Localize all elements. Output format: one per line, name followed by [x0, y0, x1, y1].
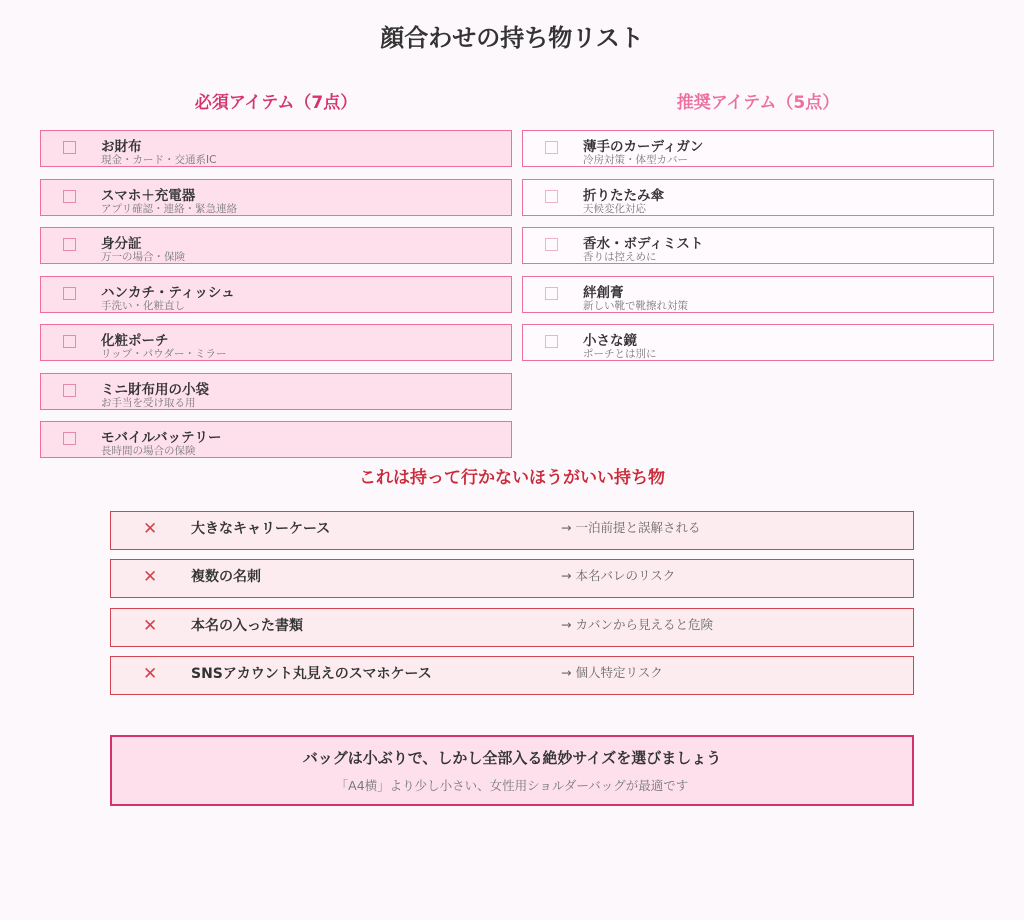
item-name: 化粧ポーチ — [101, 333, 169, 349]
recommended-item[interactable] — [522, 227, 994, 264]
required-item[interactable] — [40, 324, 512, 361]
checkbox-icon[interactable] — [63, 287, 76, 300]
tip-box — [110, 735, 914, 806]
item-name: ハンカチ・ティッシュ — [101, 285, 235, 301]
item-name: モバイルバッテリー — [101, 430, 222, 446]
checkbox-icon[interactable] — [545, 335, 558, 348]
item-name: 小さな鏡 — [583, 333, 637, 349]
cross-icon: ✕ — [143, 519, 158, 539]
item-name: スマホ＋充電器 — [101, 188, 196, 204]
cross-icon: ✕ — [143, 616, 158, 636]
checkbox-icon[interactable] — [63, 141, 76, 154]
avoid-item-reason: → 本名バレのリスク — [561, 568, 676, 583]
avoid-item-name: 大きなキャリーケース — [191, 521, 331, 537]
item-note: 手洗い・化粧直し — [101, 300, 185, 312]
checkbox-icon[interactable] — [63, 384, 76, 397]
item-note: 冷房対策・体型カバー — [583, 154, 688, 166]
required-heading: 必須アイテム（7点） — [194, 93, 358, 113]
recommended-item[interactable] — [522, 324, 994, 361]
avoid-item-reason: → 一泊前提と誤解される — [561, 520, 701, 535]
avoid-item — [110, 608, 914, 647]
checkbox-icon[interactable] — [63, 432, 76, 445]
item-note: お手当を受け取る用 — [101, 397, 196, 409]
item-note: 長時間の場合の保険 — [101, 445, 196, 457]
page-title: 顔合わせの持ち物リスト — [380, 24, 644, 52]
required-item[interactable] — [40, 179, 512, 216]
avoid-item — [110, 656, 914, 695]
recommended-item[interactable] — [522, 130, 994, 167]
required-item[interactable] — [40, 130, 512, 167]
item-note: 新しい靴で靴擦れ対策 — [583, 300, 688, 312]
item-name: 絆創膏 — [583, 285, 624, 301]
item-note: 万一の場合・保険 — [101, 251, 185, 263]
item-name: 身分証 — [101, 236, 142, 252]
avoid-item — [110, 511, 914, 550]
required-item[interactable] — [40, 276, 512, 313]
recommended-heading: 推奨アイテム（5点） — [676, 93, 840, 113]
checkbox-icon[interactable] — [545, 190, 558, 203]
item-name: お財布 — [101, 139, 142, 155]
required-item[interactable] — [40, 227, 512, 264]
item-note: 香りは控えめに — [583, 251, 657, 263]
avoid-item-name: 本名の入った書類 — [191, 618, 303, 634]
avoid-item-reason: → 個人特定リスク — [561, 665, 663, 680]
cross-icon: ✕ — [143, 664, 158, 684]
item-name: 薄手のカーディガン — [583, 139, 704, 155]
item-name: 香水・ボディミスト — [583, 236, 704, 252]
checkbox-icon[interactable] — [545, 287, 558, 300]
checkbox-icon[interactable] — [63, 190, 76, 203]
tip-text: 「A4横」より少し小さい、女性用ショルダーバッグが最適です — [335, 778, 689, 793]
item-note: アプリ確認・連絡・緊急連絡 — [101, 203, 238, 215]
recommended-item[interactable] — [522, 276, 994, 313]
item-name: ミニ財布用の小袋 — [101, 382, 209, 398]
item-name: 折りたたみ傘 — [583, 188, 664, 204]
item-note: 天候変化対応 — [583, 203, 646, 215]
required-item[interactable] — [40, 421, 512, 458]
avoid-item-name: SNSアカウント丸見えのスマホケース — [191, 666, 432, 682]
item-note: リップ・パウダー・ミラー — [101, 348, 227, 360]
item-note: ポーチとは別に — [583, 348, 657, 360]
cross-icon: ✕ — [143, 567, 158, 587]
required-item[interactable] — [40, 373, 512, 410]
tip-title: バッグは小ぶりで、しかし全部入る絶妙サイズを選びましょう — [302, 749, 722, 767]
recommended-item[interactable] — [522, 179, 994, 216]
avoid-item — [110, 559, 914, 598]
item-note: 現金・カード・交通系IC — [101, 154, 217, 166]
checkbox-icon[interactable] — [545, 238, 558, 251]
checkbox-icon[interactable] — [63, 335, 76, 348]
checkbox-icon[interactable] — [545, 141, 558, 154]
checkbox-icon[interactable] — [63, 238, 76, 251]
avoid-heading: これは持って行かないほうがいい持ち物 — [359, 468, 665, 488]
avoid-item-reason: → カバンから見えると危険 — [561, 617, 713, 632]
avoid-item-name: 複数の名刺 — [191, 569, 261, 585]
